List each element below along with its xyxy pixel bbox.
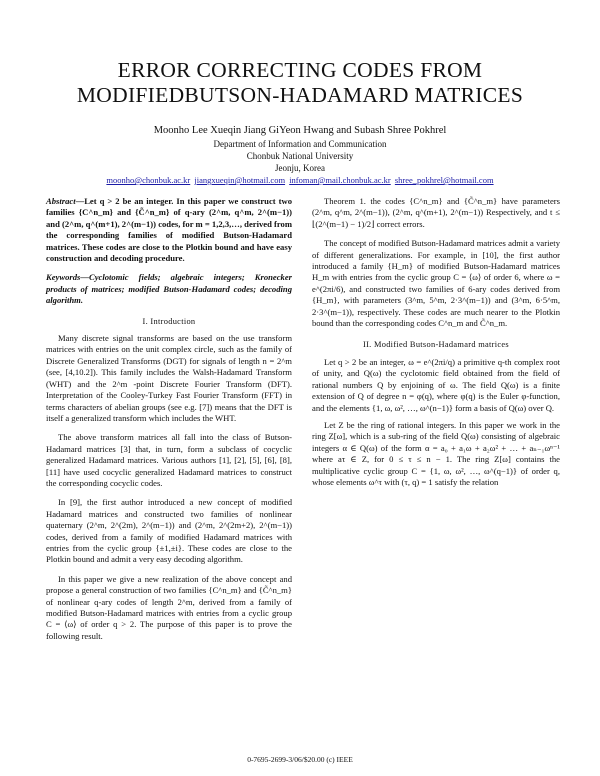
intro-paragraph: The above transform matrices all fall into the class of Butson-Hadamard matrices [3] that, in turn, form a subclass of cocyclic generalized Hadamard matrices. Various authors [1], [2], [5], [6], [8], [11] have used cocyclic generalized Hadamard matrices to construct the corresponding cocyclic codes.: [46, 432, 292, 488]
left-column: [46, 196, 292, 642]
keywords: [46, 272, 292, 306]
email-link[interactable]: shree_pokhrel@hotmail.com: [394, 175, 494, 185]
title-line-1: ERROR CORRECTING CODES FROM: [117, 58, 483, 82]
email-link[interactable]: jiangxueqin@hotmail.com: [194, 175, 286, 185]
email-list: [0, 175, 600, 185]
email-link[interactable]: moonho@chonbuk.ac.kr: [106, 175, 191, 185]
right-column: [312, 196, 560, 488]
paper-title: [0, 58, 600, 108]
keywords-text: —Cyclotomic fields; algebraic integers; Kronecker products of matrices; modified Butson-Hadamard codes; decoding algorithm.: [46, 272, 292, 306]
concept-paragraph: The concept of modified Butson-Hadamard matrices admit a variety of different generalizations. For example, in [10], the first author introduced a family {H_m} of modified Butson-Hadamard matrices H_m with entries from the cyclic group C = ⟨ω⟩ of order 6, where ω = e^(2πi/6), and constructed two families of 6-ary codes derived from {H_m}, with parameters (3^m, 5^m, 2·3^(m−1)) and (3^m, 6·5^m, 2·3^(m−1)), respectively. These codes are much nearer to the Plotkin bound than the corresponding codes C^n_m and C̃^n_m.: [312, 238, 560, 329]
section-heading-modified: II. Modified Butson-Hadamard matrices: [363, 340, 509, 350]
affiliation-city: Jeonju, Korea: [275, 163, 325, 173]
section-heading-intro: I. Introduction: [142, 316, 196, 326]
intro-paragraph: In [9], the first author introduced a new concept of modified Hadamard matrices and constructed two families of nonlinear quaternary (2^m, 2^(2m), 2^(m−1)) and (2^m, 2^(2m+2), 2^(m−1)) codes, derived from a family of modified Hadamard matrices with entries from the cyclic group {±1,±i}. These codes are close to the Plotkin bound and admit a very easy decoding algorithm.: [46, 497, 292, 565]
intro-paragraph: Many discrete signal transforms are based on the use transform matrices with entries on the unit complex circle, such as the family of Discrete Generalized Transforms (DGT) for signals of length n = 2^m (see, [4,10.2]). This family includes the Walsh-Hadamard Transform (WHT) and the 2^m -point Discrete Fourier Transform (DFT). Interpretation of the Cooley-Turkey Fast Fourier Transform (FFT) in terms characters of abelian groups (see e.g. [7]) means that the DFT is itself a generalized transform which includes the WHT.: [46, 333, 292, 423]
abstract-label: Abstract: [46, 196, 76, 206]
author-list: Moonho Lee Xueqin Jiang GiYeon Hwang and Subash Shree Pokhrel: [153, 125, 447, 136]
intro-paragraph: In this paper we give a new realization of the above concept and propose a general construction of two families {C^n_m} and {C̃^n_m} of nonlinear q-ary codes of length 2^m, derived from a family of modified Butson-Hadamard matrices with entries from a cyclic group C = ⟨ω⟩ of order q > 2. The purpose of this paper is to prove the following result.: [46, 573, 292, 641]
email-link[interactable]: infoman@mail.chonbuk.ac.kr: [289, 175, 391, 185]
theorem-1: Theorem 1. the codes {C^n_m} and {C̃^n_m} have parameters (2^m, q^m, 2^(m−1)), (2^m, q^(m+1), 2^(m−1)) Respectively, and t ≤ ⌊(2^(m−1) − 1)/2⌋ correct errors.: [312, 196, 560, 229]
section2-paragraph: Let Z be the ring of rational integers. In this paper we work in the ring Z[ω], which is a sub-ring of the field Q(ω) consisting of algebraic integers α ∈ Q(ω) of the form α = a₀ + a₁ω + a₂ω² + … + aₙ₋₁ωⁿ⁻¹ where aτ ∈ Z, for 0 ≤ τ ≤ n − 1. The ring Z[ω] contains the multiplicative cyclic group C = {1, ω, ω², …, ω^(q−1)} of order q, whose elements ω^τ with (τ, q) = 1 satisfy the relation: [312, 419, 560, 487]
abstract: [46, 196, 292, 264]
title-line-2: MODIFIEDBUTSON-HADAMARD MATRICES: [76, 83, 524, 107]
section2-paragraph: Let q > 2 be an integer, ω = e^(2πi/q) a primitive q-th complex root of unity, and Q(ω) the cyclotomic field obtained from the field of rational numbers Q by enjoining of ω. The field Q(ω) is a finite extension of Q of degree n = φ(q), where φ(q) is the Euler φ-function, and the elements {1, ω, ω², …, ω^(n−1)} form a basis of Q(ω) over Q.: [312, 356, 560, 413]
affiliation-dept: Department of Information and Communication: [213, 139, 387, 149]
keywords-label: Keywords: [46, 272, 81, 283]
abstract-text: —Let q > 2 be an integer. In this paper we construct two families {C^n_m} and {C̃^n_m} of q-ary (2^m, q^m, 2^(m−1)) and (2^m, q^(m+1), 2^(m−1)) codes, for m = 1,2,3,…, derived from the corresponding families of modified Butson-Hadamard matrices. These codes are close to the Plotkin bound and have easy construction and decoding procedure.: [46, 196, 292, 264]
affiliation-univ: Chonbuk National University: [246, 151, 354, 161]
copyright-footer: 0-7695-2699-3/06/$20.00 (c) IEEE: [247, 755, 353, 764]
